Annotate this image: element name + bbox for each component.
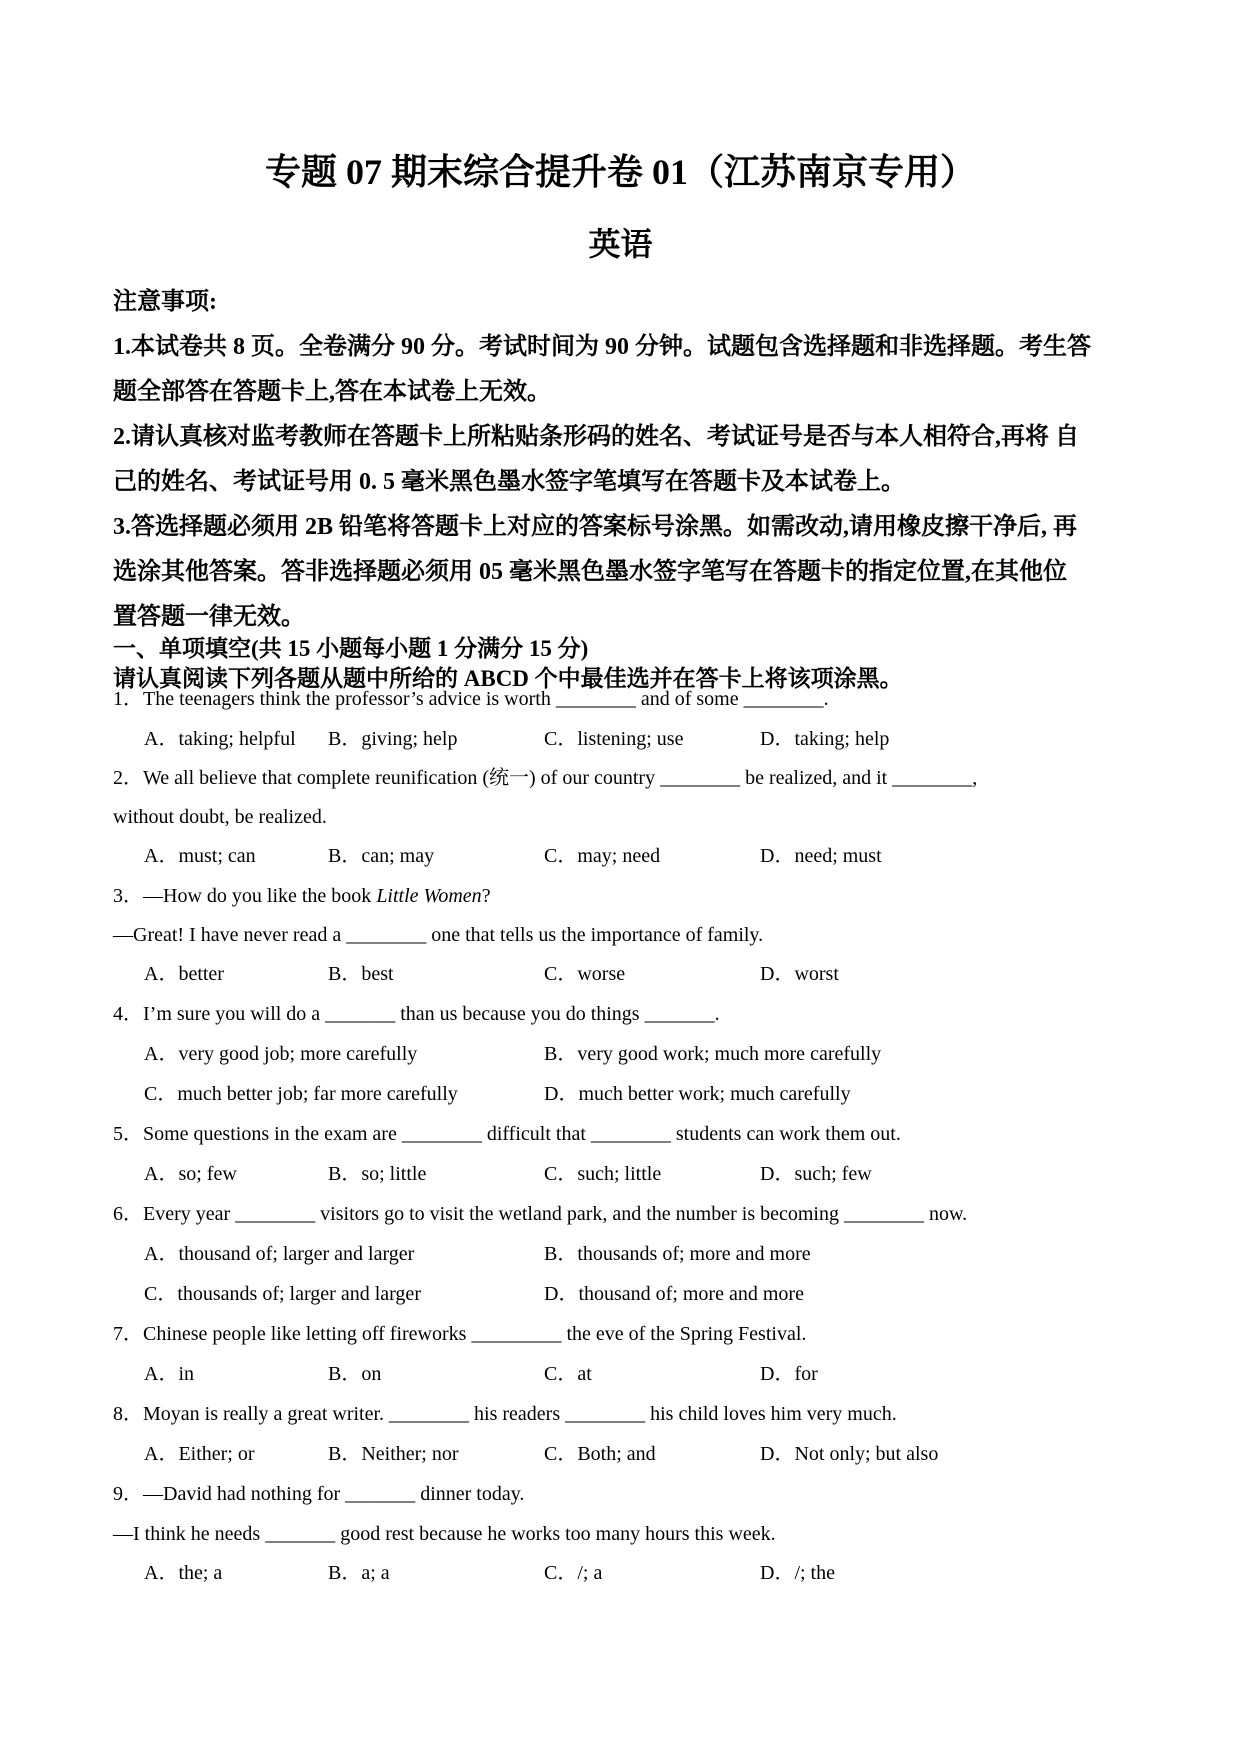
option-b: B．can; may bbox=[328, 845, 435, 867]
notes-line: 选涂其他答案。答非选择题必须用 05 毫米黑色墨水签字笔写在答题卡的指定位置,在其他位 bbox=[113, 559, 1067, 585]
option-a: A．so; few bbox=[144, 1163, 237, 1185]
question-stem: 2．We all believe that complete reunification (统一) of our country ________ be realized, and it ________, bbox=[113, 767, 978, 789]
stem-text: ? bbox=[481, 885, 491, 907]
page-title: 专题 07 期末综合提升卷 01（江苏南京专用） bbox=[264, 152, 976, 192]
question-stem: 9．—David had nothing for _______ dinner today. bbox=[113, 1483, 525, 1505]
option-c: C．such; little bbox=[544, 1163, 662, 1185]
option-b: B．Neither; nor bbox=[328, 1443, 459, 1465]
subject-heading: 英语 bbox=[588, 226, 653, 262]
option-a: A．taking; helpful bbox=[144, 728, 296, 750]
section-instruction: 请认真阅读下列各题从题中所给的 ABCD 个中最佳选并在答卡上将该项涂黑。 bbox=[113, 666, 903, 691]
section-heading: 一、单项填空(共 15 小题每小题 1 分满分 15 分) bbox=[113, 636, 589, 661]
option-c: C．thousands of; larger and larger bbox=[144, 1283, 421, 1305]
option-c: C．at bbox=[544, 1363, 592, 1385]
question-stem: 7．Chinese people like letting off fireworks _________ the eve of the Spring Festival. bbox=[113, 1323, 807, 1345]
option-b: B．best bbox=[328, 963, 394, 985]
option-c: C．worse bbox=[544, 963, 626, 985]
question-stem bbox=[113, 881, 1133, 911]
option-d: D．much better work; much carefully bbox=[544, 1083, 851, 1105]
option-d: D．need; must bbox=[760, 845, 882, 867]
option-c: C．listening; use bbox=[544, 728, 684, 750]
book-title: Little Women bbox=[376, 885, 482, 907]
question-stem: 6．Every year ________ visitors go to visit the wetland park, and the number is becoming ________ now. bbox=[113, 1203, 968, 1225]
option-a: A．better bbox=[144, 963, 224, 985]
notes-block bbox=[113, 280, 1133, 640]
option-d: D．thousand of; more and more bbox=[544, 1283, 804, 1305]
notes-line: 置答题一律无效。 bbox=[113, 604, 305, 630]
stem-text: 3．—How do you like the book bbox=[113, 885, 377, 907]
option-a: A．Either; or bbox=[144, 1443, 255, 1465]
option-a: A．must; can bbox=[144, 845, 256, 867]
notes-line: 2.请认真核对监考教师在答题卡上所粘贴条形码的姓名、考试证号是否与本人相符合,再将 自 bbox=[113, 424, 1079, 450]
option-b: B．giving; help bbox=[328, 728, 458, 750]
option-d: D．for bbox=[760, 1363, 818, 1385]
option-a: A．the; a bbox=[144, 1562, 223, 1584]
option-b: B．so; little bbox=[328, 1163, 427, 1185]
option-c: C．may; need bbox=[544, 845, 661, 867]
notes-line: 己的姓名、考试证号用 0. 5 毫米黑色墨水签字笔填写在答题卡及本试卷上。 bbox=[113, 469, 905, 495]
option-b: B．thousands of; more and more bbox=[544, 1243, 811, 1265]
option-b: B．on bbox=[328, 1363, 382, 1385]
notes-line: 题全部答在答题卡上,答在本试卷上无效。 bbox=[113, 379, 551, 405]
notes-heading: 注意事项: bbox=[113, 289, 217, 315]
option-c: C．/; a bbox=[544, 1562, 603, 1584]
option-a: A．very good job; more carefully bbox=[144, 1043, 418, 1065]
option-c: C．much better job; far more carefully bbox=[144, 1083, 458, 1105]
question-stem: 5．Some questions in the exam are ________ difficult that ________ students can work them out. bbox=[113, 1123, 901, 1145]
option-d: D．Not only; but also bbox=[760, 1443, 939, 1465]
question-stem: 8．Moyan is really a great writer. ________ his readers ________ his child loves him very much. bbox=[113, 1403, 897, 1425]
question-stem-continued: without doubt, be realized. bbox=[113, 806, 327, 828]
question-stem: 1．The teenagers think the professor’s advice is worth ________ and of some ________. bbox=[113, 688, 829, 710]
notes-line: 1.本试卷共 8 页。全卷满分 90 分。考试时间为 90 分钟。试题包含选择题和非选择题。考生答 bbox=[113, 334, 1091, 360]
notes-line: 3.答选择题必须用 2B 铅笔将答题卡上对应的答案标号涂黑。如需改动,请用橡皮擦干净后, 再 bbox=[113, 514, 1078, 540]
option-b: B．a; a bbox=[328, 1562, 390, 1584]
option-b: B．very good work; much more carefully bbox=[544, 1043, 882, 1065]
option-d: D．taking; help bbox=[760, 728, 890, 750]
question-stem-continued: —I think he needs _______ good rest because he works too many hours this week. bbox=[113, 1523, 776, 1545]
option-a: A．thousand of; larger and larger bbox=[144, 1243, 415, 1265]
option-d: D．such; few bbox=[760, 1163, 872, 1185]
option-d: D．/; the bbox=[760, 1562, 835, 1584]
question-stem: 4．I’m sure you will do a _______ than us because you do things _______. bbox=[113, 1003, 720, 1025]
option-d: D．worst bbox=[760, 963, 839, 985]
option-a: A．in bbox=[144, 1363, 194, 1385]
option-c: C．Both; and bbox=[544, 1443, 656, 1465]
question-stem-continued: —Great! I have never read a ________ one that tells us the importance of family. bbox=[113, 924, 764, 946]
